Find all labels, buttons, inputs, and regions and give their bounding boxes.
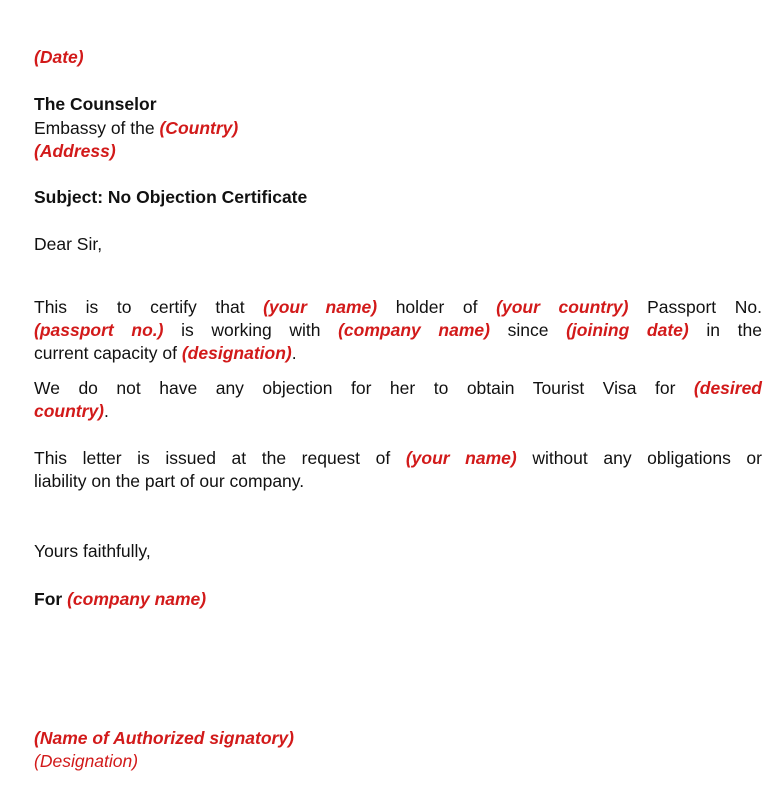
p1l1-text3: Passport No. — [647, 297, 763, 317]
embassy-prefix: Embassy of the — [34, 118, 160, 138]
company-name-placeholder: (company name) — [338, 320, 490, 340]
paragraph1-line1 — [34, 296, 762, 319]
p1l3-text1: current capacity of — [34, 343, 182, 363]
p2l1-text1: We do not have any objection for her to obtain Tourist Visa for — [34, 378, 694, 398]
joining-date-placeholder: (joining date) — [566, 320, 689, 340]
country-placeholder: (Country) — [159, 118, 239, 138]
salutation: Dear Sir, — [34, 234, 103, 254]
for-label: For — [34, 589, 68, 609]
desired-country-placeholder-part1: (desired — [693, 378, 762, 398]
paragraph3-line1 — [34, 447, 762, 470]
p1l2-text3: in the — [706, 320, 762, 340]
p1l1-text2: holder of — [395, 297, 497, 317]
date-placeholder: (Date) — [34, 47, 84, 67]
subject-line: Subject: No Objection Certificate — [34, 187, 308, 207]
desired-country-placeholder-part2: country) — [34, 401, 104, 421]
p1l2-text1: is working with — [181, 320, 339, 340]
paragraph1-line3 — [34, 342, 297, 365]
for-company-placeholder: (company name) — [67, 589, 207, 609]
designation-placeholder: (designation) — [181, 343, 292, 363]
p2l2-text1: . — [104, 401, 109, 421]
p1l2-text2: since — [507, 320, 567, 340]
paragraph1-line2 — [34, 319, 762, 342]
paragraph2-line2 — [34, 400, 109, 423]
p1l1-text1: This is to certify that — [34, 297, 264, 317]
p3l1-text1: This letter is issued at the request of — [34, 448, 406, 468]
address-placeholder: (Address) — [34, 141, 116, 161]
signatory-name-placeholder: (Name of Authorized signatory) — [34, 728, 294, 748]
paragraph3-line2: liability on the part of our company. — [34, 471, 305, 491]
for-company-line — [34, 588, 206, 611]
letter-page — [34, 0, 762, 802]
closing: Yours faithfully, — [34, 541, 151, 561]
paragraph2-line1 — [34, 377, 762, 400]
your-name-placeholder: (your name) — [263, 297, 378, 317]
your-name-placeholder-2: (your name) — [405, 448, 517, 468]
p1l3-text2: . — [291, 343, 297, 363]
your-country-placeholder: (your country) — [496, 297, 629, 317]
recipient-title: The Counselor — [34, 94, 157, 114]
passport-no-placeholder: (passport no.) — [34, 320, 164, 340]
recipient-embassy-line — [34, 117, 238, 140]
p3l1-text2: without any obligations or — [532, 448, 762, 468]
signatory-designation-placeholder: (Designation) — [34, 751, 139, 771]
